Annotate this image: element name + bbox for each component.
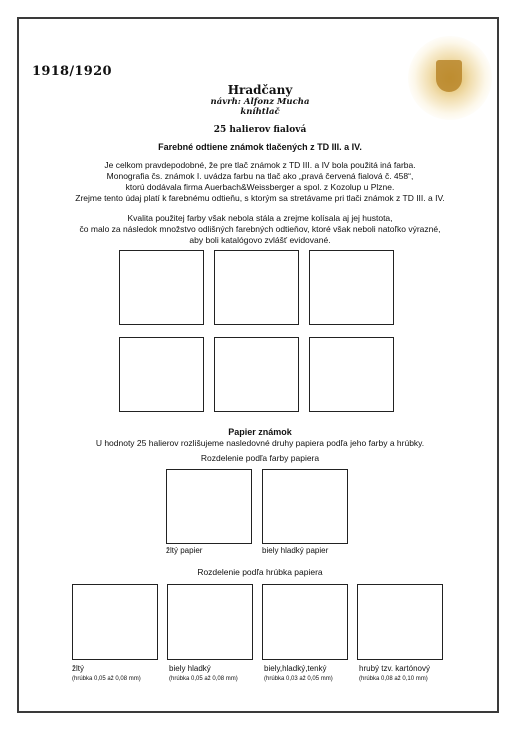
paper-thickness-stamp-box — [72, 584, 158, 660]
shades-paragraph-1 — [0, 160, 520, 204]
shade-stamp-box — [119, 337, 204, 412]
paper-thickness-stamp-box — [357, 584, 443, 660]
paper-color-stamp-box — [166, 469, 252, 544]
shade-stamp-box — [214, 337, 299, 412]
paper-thickness-label: biely,hladký,tenký — [264, 664, 327, 673]
designer-line: návrh: Alfonz Mucha — [210, 97, 310, 107]
paper-thickness-stamp-box — [167, 584, 253, 660]
paper-color-label: žltý papier — [166, 546, 203, 555]
paper-intro: U hodnoty 25 halierov rozlišujeme nasledovné druhy papiera podľa jeho farby a hrúbky. — [95, 438, 425, 448]
paragraph-line: Monografia čs. známok I. uvádza farbu na tlač ako „pravá červená fialová č. 458“, — [106, 171, 414, 181]
paper-color-stamp-box — [262, 469, 348, 544]
paper-thickness-heading: Rozdelenie podľa hrúbka papiera — [197, 567, 323, 577]
paper-thickness-label: hrubý tzv. kartónový — [359, 664, 430, 673]
shades-paragraph-2 — [0, 213, 520, 246]
paper-thickness-note: (hrúbka 0,03 až 0,05 mm) — [264, 676, 333, 682]
shade-stamp-box — [309, 250, 394, 325]
paper-thickness-note: (hrúbka 0,08 až 0,10 mm) — [359, 676, 428, 682]
paragraph-line: aby boli katalógovo zvlášť evidované. — [189, 235, 331, 245]
paper-thickness-note: (hrúbka 0,05 až 0,08 mm) — [169, 676, 238, 682]
shade-stamp-box — [214, 250, 299, 325]
printing-method: kníhtlač — [240, 107, 280, 117]
paper-thickness-stamp-box — [262, 584, 348, 660]
paper-thickness-label: žltý — [72, 664, 84, 673]
paragraph-line: čo malo za následok množstvo odlišných farebných odtieňov, ktoré však neboli natoľko výrazné, — [79, 224, 441, 234]
shade-stamp-box — [309, 337, 394, 412]
years-label: 1918/1920 — [32, 64, 112, 79]
shade-stamp-box — [119, 250, 204, 325]
shades-heading: Farebné odtiene známok tlačených z TD III. a IV. — [158, 142, 362, 152]
paper-color-label: biely hladký papier — [262, 546, 329, 555]
paragraph-line: ktorú dodávala firma Auerbach&Weissberger a spol. z Kozolup u Plzne. — [125, 182, 395, 192]
paragraph-line: Je celkom pravdepodobné, že pre tlač známok z TD III. a IV bola použitá iná farba. — [104, 160, 416, 170]
paper-color-heading: Rozdelenie podľa farby papiera — [200, 453, 320, 463]
paper-thickness-note: (hrúbka 0,05 až 0,08 mm) — [72, 676, 141, 682]
stamp-value: 25 halierov fialová — [213, 125, 307, 135]
paper-heading: Papier známok — [228, 427, 292, 437]
paragraph-line: Zrejme tento údaj platí k farebnému odtieňu, s ktorým sa stretávame pri tlači známok z TD III. a IV. — [75, 193, 445, 203]
paragraph-line: Kvalita použitej farby však nebola stála a zrejme kolísala aj jej hustota, — [127, 213, 393, 223]
page-title: Hradčany — [227, 83, 293, 97]
paper-thickness-label: biely hladký — [169, 664, 211, 673]
